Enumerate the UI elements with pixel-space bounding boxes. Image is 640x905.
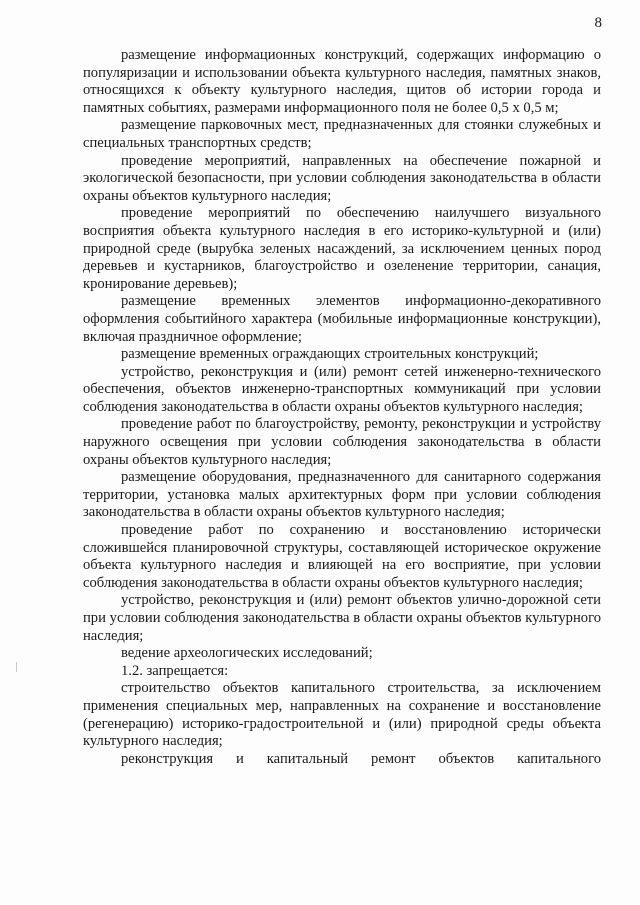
paragraph: размещение информационных конструкций, содержащих информацию о популяризации и использовании объекта культурного наследия, памятных знаков, относящихся к объекту культурного наследия, щитов об истории города и памятных событиях, размерами информационного поля не более 0,5 х 0,5 м; bbox=[83, 47, 601, 116]
paragraph: строительство объектов капитального строительства, за исключением применения специальных мер, направленных на сохранение и восстановление (регенерацию) историко-градостроительной и (или) природной среды объекта культурного наследия; bbox=[83, 680, 601, 750]
paragraph: размещение временных элементов информационно-декоративного оформления событийного характера (мобильные информационные конструкции), включая праздничное оформление; bbox=[83, 293, 601, 345]
paragraph: проведение работ по благоустройству, ремонту, реконструкции и устройству наружного освещения при условии соблюдения законодательства в области охраны объектов культурного наследия; bbox=[83, 416, 601, 468]
scan-artifact bbox=[16, 662, 17, 672]
paragraph: размещение парковочных мест, предназначенных для стоянки служебных и специальных транспортных средств; bbox=[83, 117, 601, 151]
paragraph-continued: реконструкция и капитальный ремонт объектов капитального bbox=[121, 750, 601, 767]
paragraph: проведение мероприятий по обеспечению наилучшего визуального восприятия объекта культурного наследия в его историко-культурной и (или) природной среде (вырубка зеленых насаждений, за исключением ценных пород деревьев и кустарников, благоустройство и озеленение территории, санация, кронирование деревьев); bbox=[83, 205, 601, 292]
paragraph: размещение оборудования, предназначенного для санитарного содержания территории, установка малых архитектурных форм при условии соблюдения законодательства в области охраны объектов культурного наследия; bbox=[83, 469, 601, 521]
paragraph: устройство, реконструкция и (или) ремонт объектов улично-дорожной сети при условии соблюдения законодательства в области охраны объектов культурного наследия; bbox=[83, 592, 601, 644]
paragraph: размещение временных ограждающих строительных конструкций; bbox=[121, 346, 539, 363]
page-number: 8 bbox=[594, 15, 602, 31]
paragraph: устройство, реконструкция и (или) ремонт сетей инженерно-технического обеспечения, объектов инженерно-транспортных коммуникаций при условии соблюдения законодательства в области охраны объектов культурного наследия; bbox=[83, 363, 601, 415]
paragraph: ведение археологических исследований; bbox=[121, 645, 373, 662]
paragraph: 1.2. запрещается: bbox=[121, 662, 229, 679]
paragraph: проведение мероприятий, направленных на обеспечение пожарной и экологической безопасности, при условии соблюдения законодательства в области охраны объектов культурного наследия; bbox=[83, 152, 601, 204]
paragraph: проведение работ по сохранению и восстановлению исторически сложившейся планировочной структуры, составляющей историческое окружение объекта культурного наследия и влияющей на его восприятие, при условии соблюдения законодательства в области охраны объектов культурного наследия; bbox=[83, 522, 601, 591]
document-body bbox=[83, 47, 601, 768]
